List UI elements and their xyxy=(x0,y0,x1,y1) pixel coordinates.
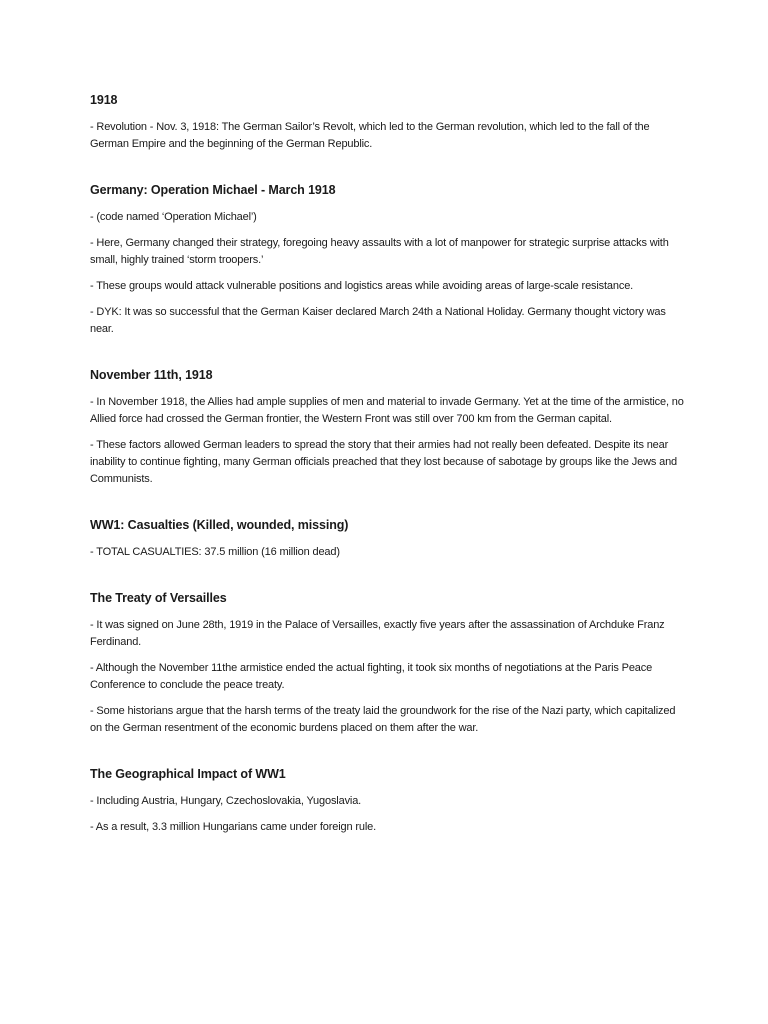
paragraph: - It was signed on June 28th, 1919 in the Palace of Versailles, exactly five years after the assassination of Archduke Franz Ferdinand. xyxy=(90,619,665,648)
paragraph: - (code named ‘Operation Michael’) xyxy=(90,211,257,223)
section-operation-michael xyxy=(90,182,690,338)
section-heading: The Treaty of Versailles xyxy=(90,591,227,605)
section-heading: WW1: Casualties (Killed, wounded, missing) xyxy=(90,518,349,532)
paragraph: - Some historians argue that the harsh terms of the treaty laid the groundwork for the rise of the Nazi party, which capitalized on the German resentment of the economic burdens placed on them after the war. xyxy=(90,705,676,734)
paragraph: - As a result, 3.3 million Hungarians came under foreign rule. xyxy=(90,821,377,833)
section-geographical-impact xyxy=(90,766,690,836)
section-november-11th xyxy=(90,367,690,488)
paragraph: - In November 1918, the Allies had ample supplies of men and material to invade Germany. Yet at the time of the armistice, no Allied force had crossed the German frontier, the Western Front was still over 700 km from the German capital. xyxy=(90,396,684,425)
section-heading: Germany: Operation Michael - March 1918 xyxy=(90,183,336,197)
paragraph: - DYK: It was so successful that the German Kaiser declared March 24th a National Holiday. Germany thought victory was near. xyxy=(90,306,666,335)
paragraph: - These factors allowed German leaders to spread the story that their armies had not really been defeated. Despite its near inability to continue fighting, many German officials preached that they lost because of sabotage by groups like the Jews and Communists. xyxy=(90,439,678,485)
section-heading: 1918 xyxy=(90,93,118,107)
paragraph: - Although the November 11the armistice ended the actual fighting, it took six months of negotiations at the Paris Peace Conference to conclude the peace treaty. xyxy=(90,662,653,691)
section-heading: November 11th, 1918 xyxy=(90,368,213,382)
paragraph: - TOTAL CASUALTIES: 37.5 million (16 million dead) xyxy=(90,546,340,558)
document-page xyxy=(90,92,690,865)
paragraph: - Including Austria, Hungary, Czechoslovakia, Yugoslavia. xyxy=(90,795,362,807)
paragraph: - These groups would attack vulnerable positions and logistics areas while avoiding areas of large-scale resistance. xyxy=(90,280,634,292)
section-casualties xyxy=(90,517,690,561)
paragraph: - Here, Germany changed their strategy, foregoing heavy assaults with a lot of manpower for strategic surprise attacks with small, highly trained ‘storm troopers.’ xyxy=(90,237,669,266)
section-treaty-of-versailles xyxy=(90,590,690,737)
section-heading: The Geographical Impact of WW1 xyxy=(90,767,286,781)
section-1918 xyxy=(90,92,690,153)
paragraph: - Revolution - Nov. 3, 1918: The German Sailor’s Revolt, which led to the German revolution, which led to the fall of the German Empire and the beginning of the German Republic. xyxy=(90,121,650,150)
